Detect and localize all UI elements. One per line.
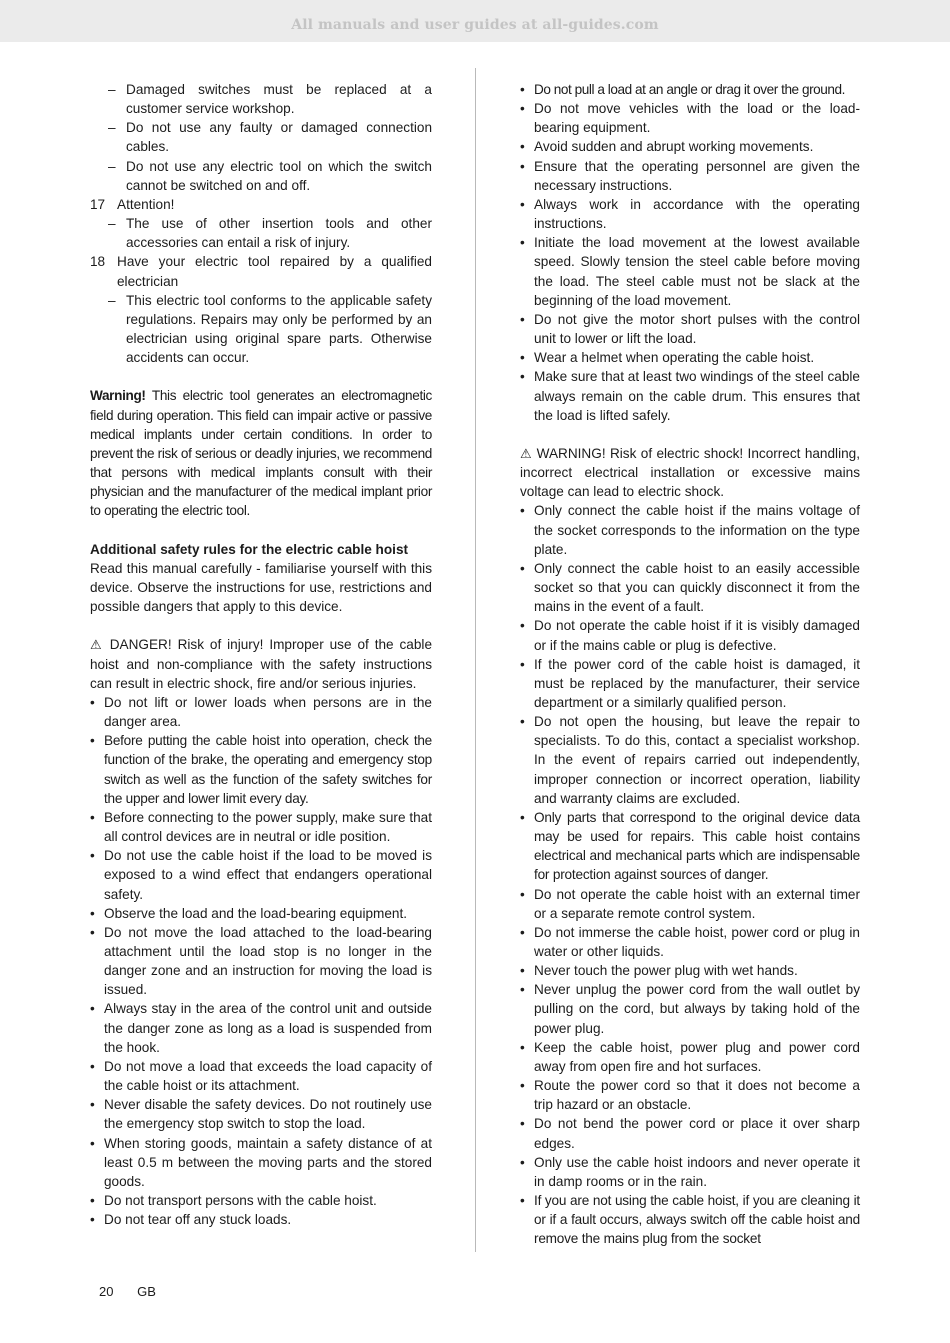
emf-warning-paragraph: Warning! This electric tool generates an electromagnetic field during operation. This field can impair active or passive medical implants under certain conditions. In order to prevent the risk of serious or deadly injuries, we recommend that persons with medical implants consult with their physician and the manufacturer of the medical implant prior to operating the electric tool.: [90, 388, 432, 519]
dash-item: – Do not use any faulty or damaged connection cables.: [108, 120, 432, 155]
section-intro: Read this manual carefully - familiarise yourself with this device. Observe the instructions for use, restrictions and possible dangers that apply to this device.: [90, 560, 432, 615]
list-item: • Do not operate the cable hoist with an external timer or a separate remote control system.: [520, 886, 860, 921]
list-item: • Do not immerse the cable hoist, power cord or plug in water or other liquids.: [520, 924, 860, 960]
operation-bullet-list: [520, 80, 860, 425]
list-item: • When storing goods, maintain a safety distance of at least 0.5 m between the moving parts and the stored goods.: [90, 1135, 432, 1189]
list-item: • Observe the load and the load-bearing equipment.: [90, 905, 408, 921]
list-item: • Do not move the load attached to the load-bearing attachment until the load stop is no longer in the danger zone and an instruction for moving the load is issued.: [90, 924, 432, 998]
list-item: • Only connect the cable hoist if the mains voltage of the socket corresponds to the information on the type plate.: [520, 503, 860, 557]
dash-item: – This electric tool conforms to the applicable safety regulations. Repairs may only be performed by an electrician using original spare parts. Otherwise accidents can occur.: [108, 292, 432, 366]
list-item: • Before putting the cable hoist into operation, check the function of the brake, the operating and emergency stop switch as well as the function of the safety switches for the upper and lower limit every day.: [90, 733, 432, 806]
danger-notice: ⚠ DANGER! Risk of injury! Improper use of the cable hoist and non-compliance with the safety instructions can result in electric shock, fire and/or serious injuries.: [90, 637, 433, 691]
list-item: • Make sure that at least two windings of the steel cable always remain on the cable drum. This ensures that the load is lifted safely.: [520, 369, 860, 423]
list-item: • Never touch the power plug with wet hands.: [520, 963, 798, 979]
list-item: • If you are not using the cable hoist, if you are cleaning it or if a fault occurs, always switch off the cable hoist and remove the mains plug from the socket: [520, 1193, 860, 1247]
banner-text: All manuals and user guides at all-guides.com: [291, 17, 659, 33]
list-item: • Never unplug the power cord from the wall outlet by pulling on the cord, but always by taking hold of the power plug.: [520, 982, 860, 1036]
electric-shock-warning: ⚠ WARNING! Risk of electric shock! Incorrect handling, incorrect electrical installation or excessive mains voltage can lead to electric shock.: [520, 445, 860, 500]
site-banner: [0, 0, 950, 42]
list-item: • Do not give the motor short pulses with the control unit to lower or lift the load.: [520, 311, 860, 347]
list-item: • Only parts that correspond to the original device data may be used for repairs. This cable hoist contains electrical and mechanical parts which are indispensable for protection against sources of danger.: [520, 809, 860, 883]
list-item: • Route the power cord so that it does not become a trip hazard or an obstacle.: [520, 1078, 860, 1113]
language-code: GB: [137, 1284, 156, 1299]
list-item: • If the power cord of the cable hoist is damaged, it must be replaced by the manufacturer, their service department or a similarly qualified person.: [520, 656, 860, 710]
section-heading: Additional safety rules for the electric cable hoist: [90, 541, 409, 557]
dash-item: – Damaged switches must be replaced at a customer service workshop.: [108, 82, 432, 117]
list-item: • Do not use the cable hoist if the load to be moved is exposed to a wind effect that endangers operational safety.: [90, 848, 432, 902]
page-footer: [99, 1284, 176, 1299]
dash-item: – Do not use any electric tool on which the switch cannot be switched on and off.: [108, 158, 432, 193]
list-item: • Do not move a load that exceeds the load capacity of the cable hoist or its attachment.: [90, 1058, 432, 1094]
danger-bullet-list: [90, 693, 432, 1229]
list-item: • Never disable the safety devices. Do not routinely use the emergency stop switch to stop the load.: [90, 1097, 432, 1132]
list-item: • Ensure that the operating personnel are given the necessary instructions.: [520, 158, 860, 193]
warning-triangle-icon: ⚠: [520, 445, 533, 461]
list-item: • Before connecting to the power supply, make sure that all control devices are in neutral or idle position.: [90, 809, 432, 845]
right-column: [520, 80, 860, 1249]
list-item: • Do not lift or lower loads when persons are in the danger area.: [90, 694, 432, 730]
list-item: • Do not pull a load at an angle or drag it over the ground.: [520, 82, 845, 97]
warning-triangle-icon: ⚠: [90, 637, 104, 653]
list-item: • Do not operate the cable hoist if it is visibly damaged or if the mains cable or plug is defective.: [520, 618, 860, 653]
list-item: • Initiate the load movement at the lowest available speed. Slowly tension the steel cable before moving the load. The steel cable must not be slack at the beginning of the load movement.: [520, 235, 860, 308]
list-item: • Do not open the housing, but leave the repair to specialists. To do this, contact a specialist workshop. In the event of repairs carried out independently, improper connection or incorrect operation, liability and warranty claims are excluded.: [520, 714, 860, 806]
dash-item: – The use of other insertion tools and other accessories can entail a risk of injury.: [108, 216, 432, 251]
list-item: • Avoid sudden and abrupt working movements.: [520, 139, 814, 155]
list-item: • Keep the cable hoist, power plug and power cord away from open fire and hot surfaces.: [520, 1039, 860, 1074]
list-item: • Always work in accordance with the operating instructions.: [520, 196, 860, 232]
left-column: [90, 80, 432, 1229]
list-item: • Do not transport persons with the cable hoist.: [90, 1193, 377, 1209]
list-item: • Only use the cable hoist indoors and never operate it in damp rooms or in the rain.: [520, 1154, 860, 1189]
list-item: • Wear a helmet when operating the cable hoist.: [520, 350, 815, 366]
warning-label: Warning!: [90, 388, 146, 404]
list-item: • Always stay in the area of the control unit and outside the danger zone as long as a load is suspended from the hook.: [90, 1001, 432, 1055]
column-divider: [475, 68, 476, 1252]
page-number: 20: [99, 1284, 114, 1299]
list-item: • Do not move vehicles with the load or the load-bearing equipment.: [520, 101, 860, 136]
numbered-item-17: 17 Attention!: [90, 196, 175, 212]
list-item: • Only connect the cable hoist to an easily accessible socket so that you can quickly disconnect it from the mains in the event of a fault.: [520, 560, 860, 615]
electrical-bullet-list: [520, 501, 860, 1248]
list-item: • Do not tear off any stuck loads.: [90, 1212, 292, 1228]
numbered-item-18: 18 Have your electric tool repaired by a qualified electrician: [90, 254, 432, 289]
list-item: • Do not bend the power cord or place it over sharp edges.: [520, 1116, 860, 1151]
